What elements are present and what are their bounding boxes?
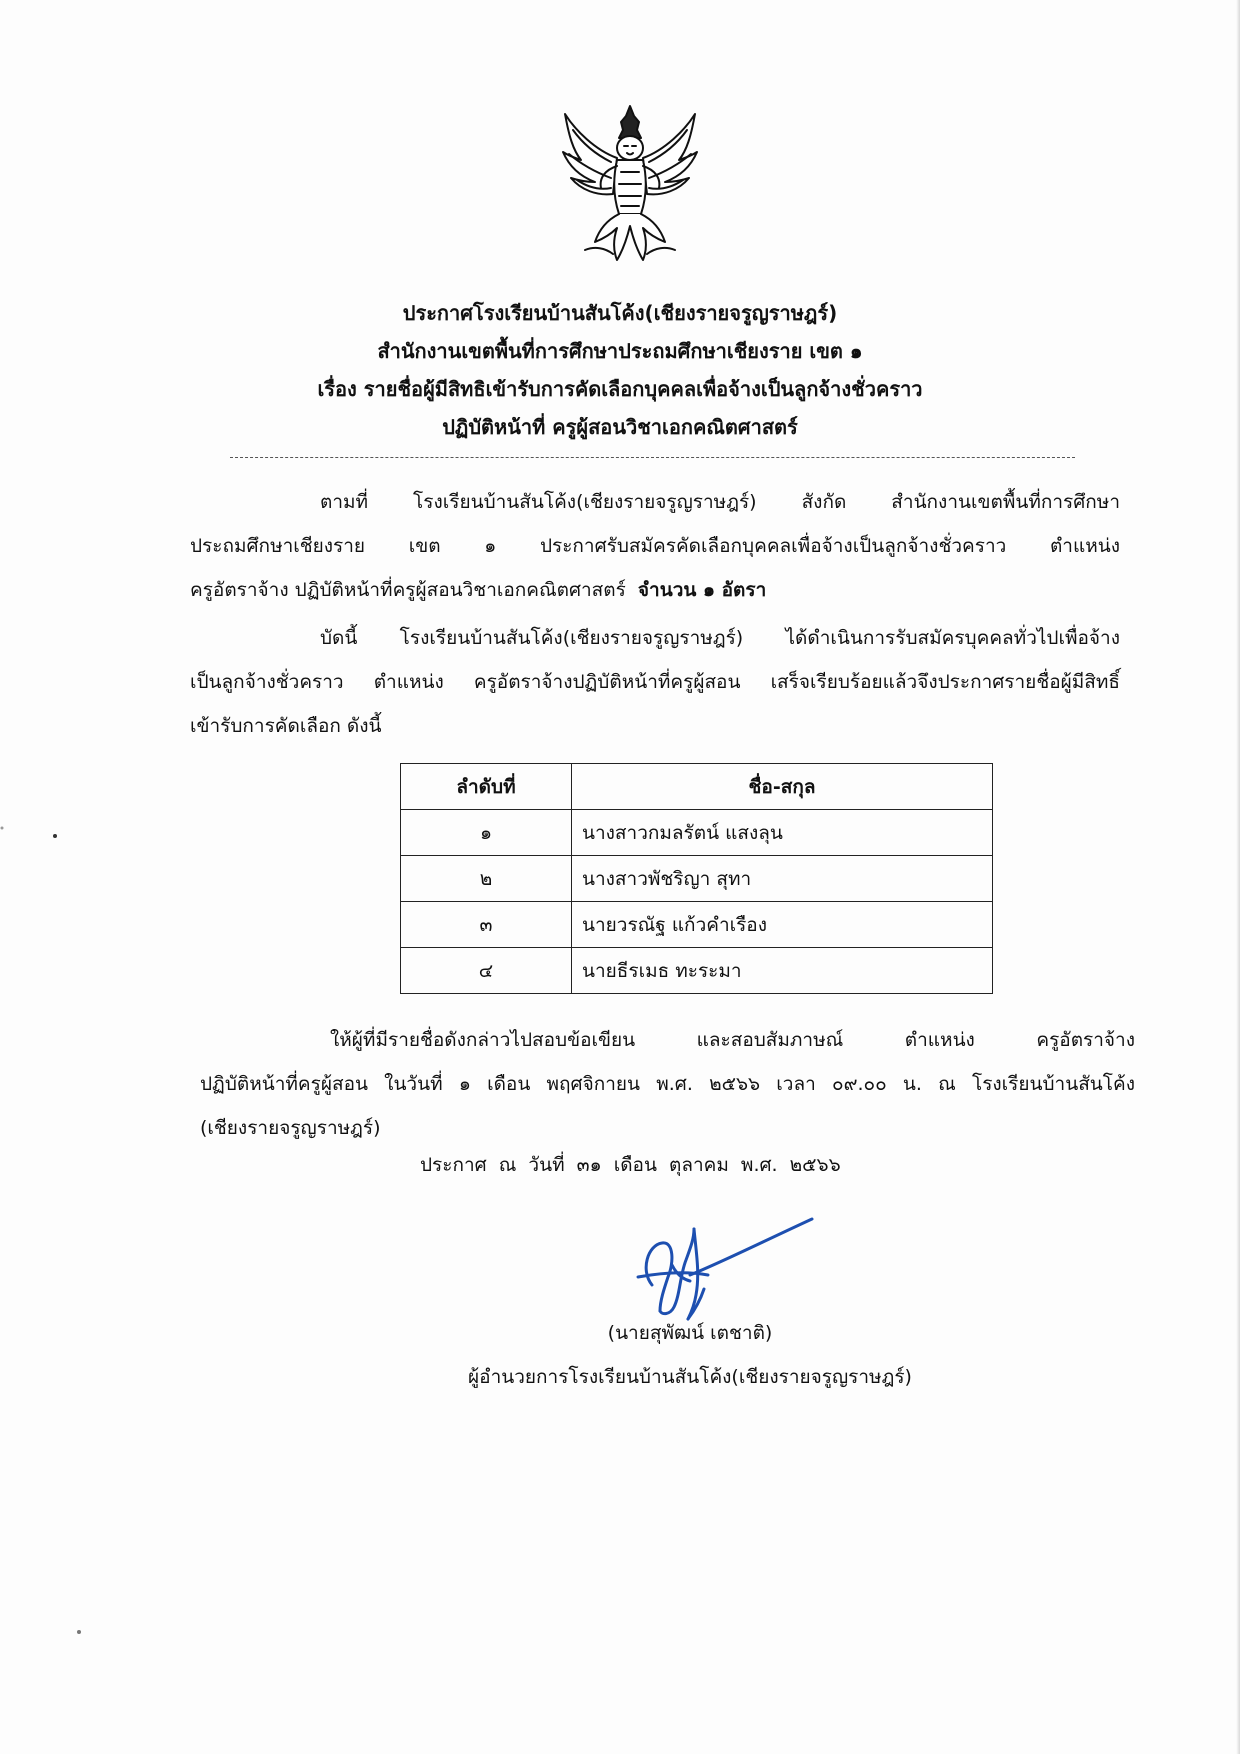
column-header-name: ชื่อ-สกุล	[572, 764, 993, 810]
paragraph-text: ครูอัตราจ้าง ปฏิบัติหน้าที่ครูผู้สอนวิชาเอกคณิตศาสตร์	[190, 579, 626, 601]
position-count: จำนวน ๑ อัตรา	[637, 579, 767, 601]
paragraph-line: ประถมศึกษาเชียงราย เขต ๑ ประกาศรับสมัครคัดเลือกบุคคลเพื่อจ้างเป็นลูกจ้างชั่วคราว ตำแหน่ง	[190, 535, 1120, 557]
announcement-date: ประกาศ ณ วันที่ ๓๑ เดือน ตุลาคม พ.ศ. ๒๕๖๖	[420, 1154, 841, 1176]
signer-name: (นายสุพัฒน์ เตชาติ)	[607, 1322, 773, 1344]
paragraph-line: ตามที่ โรงเรียนบ้านสันโค้ง(เชียงรายจรูญราษฎร์) สังกัด สำนักงานเขตพื้นที่การศึกษา	[320, 491, 1120, 513]
candidate-name: นางสาวกมลรัตน์ แสงลุน	[572, 810, 993, 856]
announcement-title: ประกาศโรงเรียนบ้านสันโค้ง(เชียงรายจรูญราษฎร์)	[402, 301, 838, 325]
row-number: ๓	[401, 902, 572, 948]
paragraph-line: (เชียงรายจรูญราษฎร์)	[200, 1117, 381, 1139]
candidate-name: นายวรณัฐ แก้วคำเรือง	[572, 902, 993, 948]
subject-line: เรื่อง รายชื่อผู้มีสิทธิเข้ารับการคัดเลือกบุคคลเพื่อจ้างเป็นลูกจ้างชั่วคราว	[317, 377, 923, 401]
paragraph-line: ปฏิบัติหน้าที่ครูผู้สอน ในวันที่ ๑ เดือน พฤศจิกายน พ.ศ. ๒๕๖๖ เวลา ๐๙.๐๐ น. ณ โรงเรียนบ้านสันโค้ง	[200, 1073, 1135, 1095]
column-header-order: ลำดับที่	[401, 764, 572, 810]
row-number: ๔	[401, 948, 572, 994]
row-number: ๑	[401, 810, 572, 856]
paragraph-line: ให้ผู้ที่มีรายชื่อดังกล่าวไปสอบข้อเขียน และสอบสัมภาษณ์ ตำแหน่ง ครูอัตราจ้าง	[330, 1029, 1135, 1051]
row-number: ๒	[401, 856, 572, 902]
paragraph-line: เป็นลูกจ้างชั่วคราว ตำแหน่ง ครูอัตราจ้างปฏิบัติหน้าที่ครูผู้สอน เสร็จเรียบร้อยแล้วจึงประกาศรายชื่อผู้มีสิทธิ์	[190, 671, 1120, 693]
signer-title: ผู้อำนวยการโรงเรียนบ้านสันโค้ง(เชียงรายจรูญราษฎร์)	[468, 1366, 912, 1388]
duty-line: ปฏิบัติหน้าที่ ครูผู้สอนวิชาเอกคณิตศาสตร์	[442, 415, 798, 439]
office-line: สำนักงานเขตพื้นที่การศึกษาประถมศึกษาเชียงราย เขต ๑	[377, 339, 863, 363]
candidate-name: นายธีรเมธ ทะระมา	[572, 948, 993, 994]
candidate-name: นางสาวพัชริญา สุทา	[572, 856, 993, 902]
paragraph-line: บัดนี้ โรงเรียนบ้านสันโค้ง(เชียงรายจรูญราษฎร์) ได้ดำเนินการรับสมัครบุคคลทั่วไปเพื่อจ้าง	[320, 627, 1120, 649]
paragraph-line: เข้ารับการคัดเลือก ดังนี้	[190, 715, 382, 737]
